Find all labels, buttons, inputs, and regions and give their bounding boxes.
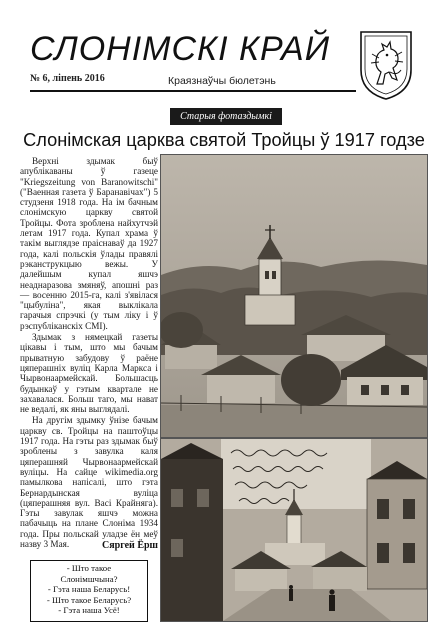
quote-line: Слонімшчына? [60, 573, 118, 584]
historic-photo-church [160, 154, 428, 438]
masthead-rule [30, 90, 356, 92]
quote-line: - Што такое Беларусь? [46, 594, 132, 605]
masthead-title: СЛОНІМСКІ КРАЙ [30, 30, 331, 68]
coat-of-arms [357, 28, 415, 102]
quote-line: - Гэта наша Беларусь! [47, 584, 131, 595]
section-label: Старыя фотаздымкі [170, 108, 282, 125]
article-body [20, 156, 158, 550]
quote-line: - Гэта наша Усё! [58, 605, 120, 616]
quote-box [30, 560, 148, 622]
article-author: Сяргей Ёрш [102, 540, 158, 551]
issue-line: № 6, ліпень 2016 [30, 73, 105, 84]
article-headline: Слонімская царква святой Тройцы ў 1917 годзе [23, 130, 425, 150]
historic-postcard-1917 [160, 438, 428, 622]
quote-line: - Што такое [66, 563, 112, 573]
lion-shield-icon [357, 28, 415, 102]
article-paragraph: На другім здымку ўнізе бачым царкву св. Тройцы на паштоўцы 1917 года. На гэты раз здымак быў зроблены з завулка каля цяперашняй Чырвонаармейскай вуліцы. На сайце wikimedia.org памылкова напісалі, што гэта Бернардынская вуліца (цяперашняя вул. Васі Крайняга). Гэты завулак яшчэ можна пабачыць на плане Слоніма 1934 года. Пры польскай уладзе ён меў назву 3 Мая. [20, 415, 158, 549]
article-paragraph: Верхні здымак быў апублікаваны ў газеце "Kriegszeitung von Baranowitschi" ("Ваенная газета ў Баранавічах") 5 студзеня 1918 года. На ім бачным слонімскую царкву святой Тройцы. Фота зроблена найхутчэй летам 1917 года. Купал храма ў такім выглядзе праіснаваў да 1927 года, калі польскія ўлады правялі рэканструкцыю вежы. У далейшым купал яшчэ неаднаразова змяняў, апошні раз — восенню 2015-га, калі з'явілася "цыбуліна", якая выклікала гарачыя спрэчкі (у тым ліку і ў рэспубліканскіх СМІ). [20, 156, 158, 331]
bulletin-subtitle: Краязнаўчы бюлетэнь [168, 75, 276, 87]
article-paragraph: Здымак з нямецкай газеты цікавы і тым, што мы бачым прыватную забудову ў раёне цяперашніх вуліц Карла Маркса і Чырвонаармейскай. Большасць будынкаў у гэтым квартале не захавалася. Больш таго, мы нават не ведалі, як яны выглядалі. [20, 332, 158, 415]
